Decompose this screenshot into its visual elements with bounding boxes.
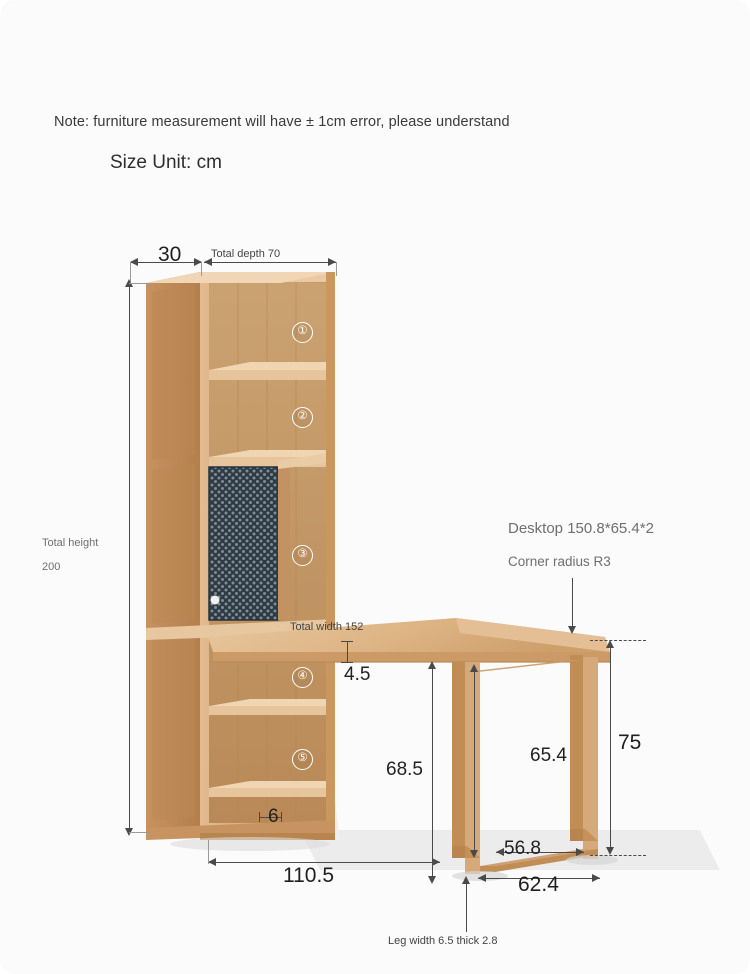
callout-3: ③ (292, 545, 313, 566)
label-65-4: 65.4 (530, 745, 567, 766)
dim-arrow-down-65-4 (470, 850, 478, 858)
dim-arrow-right-56-8 (576, 848, 584, 856)
dim-line-total-height (129, 283, 130, 832)
dim-arrow-up-68-5 (428, 661, 436, 669)
dim-arrow-down-75 (606, 847, 614, 855)
measurement-note: Note: furniture measurement will have ± 1cm error, please understand (54, 114, 510, 130)
size-unit-label: Size Unit: cm (110, 152, 222, 173)
label-56-8: 56.8 (504, 838, 541, 859)
dim-arrow-left-62-4 (478, 874, 486, 882)
callout-2: ② (292, 407, 313, 428)
dim-line-110-5 (208, 862, 440, 863)
label-leg-note: Leg width 6.5 thick 2.8 (388, 935, 498, 947)
label-total-width: Total width 152 (290, 621, 364, 633)
label-75: 75 (618, 731, 642, 754)
dim-arrow-down-68-5 (428, 876, 436, 884)
leader-line-corner-radius (572, 578, 573, 628)
label-width-30: 30 (158, 243, 182, 266)
label-corner-radius: Corner radius R3 (508, 554, 611, 569)
ext-dash-75-top (590, 640, 646, 641)
dim-arrow-right-62-4 (592, 874, 600, 882)
label-110-5: 110.5 (283, 864, 334, 887)
label-thickness-4-5: 4.5 (344, 664, 371, 685)
dim-line-total-depth (204, 262, 336, 263)
label-6: 6 (268, 806, 279, 827)
ext-line-30-right (201, 262, 202, 276)
dim-arrow-right-110-5 (432, 858, 440, 866)
dim-cap-thickness-bottom (341, 662, 353, 663)
dim-line-thickness (347, 641, 348, 663)
leader-arrow-leg-note (462, 876, 470, 884)
dim-arrow-left-56-8 (496, 848, 504, 856)
ext-line-depth-right (336, 262, 337, 276)
ext-line-110-5-left (208, 840, 209, 864)
label-total-depth: Total depth 70 (211, 248, 281, 260)
dim-arrow-right-depth (328, 258, 336, 266)
label-desktop-spec: Desktop 150.8*65.4*2 (508, 520, 654, 537)
ext-line-height-top (129, 283, 151, 284)
leader-arrow-corner-radius (568, 626, 576, 634)
dim-line-65-4 (474, 668, 475, 854)
callout-5: ⑤ (292, 749, 313, 770)
label-68-5: 68.5 (386, 759, 423, 780)
dim-line-75 (610, 644, 611, 851)
dim-arrow-up-75 (606, 640, 614, 648)
dim-arrow-left-110-5 (208, 858, 216, 866)
label-62-4: 62.4 (518, 873, 559, 896)
dim-cap-6-left (259, 812, 260, 822)
dim-arrow-left-30 (130, 258, 138, 266)
label-total-height-title: Total height (42, 537, 99, 549)
dim-line-68-5 (432, 665, 433, 880)
dim-cap-thickness-top (341, 641, 353, 642)
dim-arrow-up-65-4 (470, 664, 478, 672)
callout-4: ④ (292, 667, 313, 688)
ext-dash-75-bottom (590, 855, 646, 856)
label-total-height-value: 200 (42, 561, 61, 573)
leader-line-leg-note (466, 880, 467, 932)
ext-line-height-bottom (129, 832, 151, 833)
dim-cap-6-right (281, 812, 282, 822)
callout-1: ① (292, 322, 313, 343)
